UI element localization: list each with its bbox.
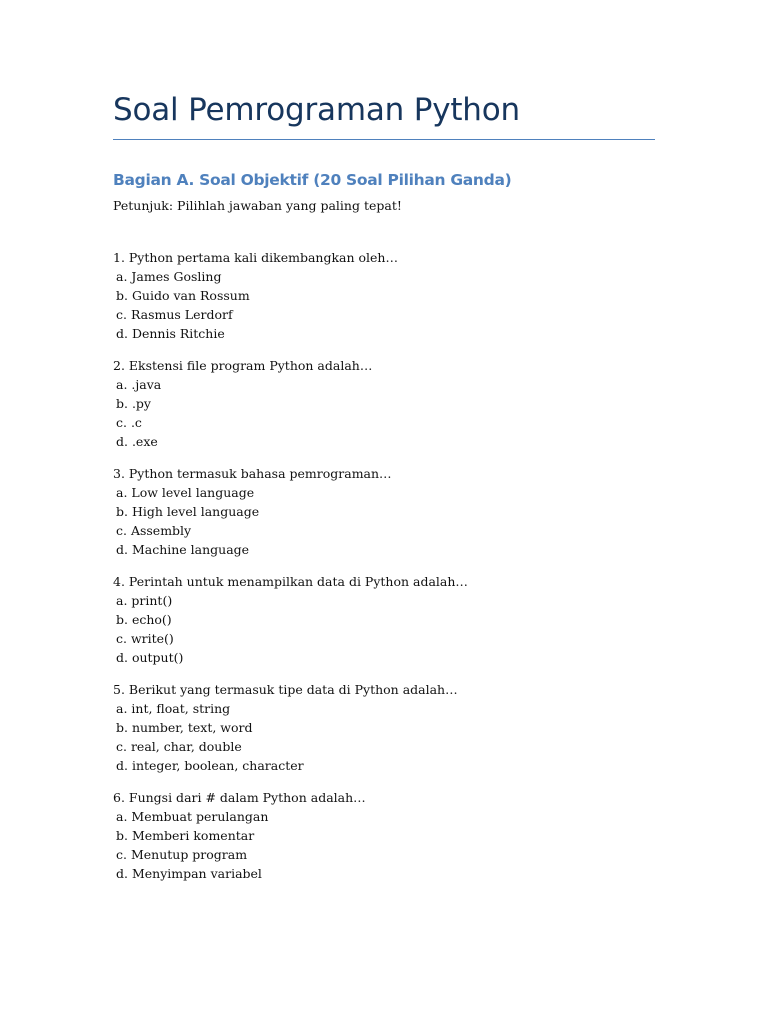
option-c: c. real, char, double [116, 739, 242, 754]
question-text: 1. Python pertama kali dikembangkan oleh… [113, 250, 398, 265]
option-a: a. int, float, string [116, 701, 231, 716]
question-list [113, 248, 673, 896]
section-heading: Bagian A. Soal Objektif (20 Soal Pilihan Ganda) [113, 171, 512, 189]
option-c: c. Rasmus Lerdorf [116, 307, 233, 322]
title-underline-rule [113, 139, 655, 140]
document-title: Soal Pemrograman Python [113, 92, 520, 128]
question-text: 6. Fungsi dari # dalam Python adalah… [113, 790, 366, 805]
option-b: b. .py [116, 396, 151, 411]
option-b: b. number, text, word [116, 720, 253, 735]
option-d: d. output() [116, 650, 184, 665]
question-5 [113, 680, 673, 775]
option-a: a. .java [116, 377, 162, 392]
question-4 [113, 572, 673, 667]
question-2 [113, 356, 673, 451]
option-b: b. Guido van Rossum [116, 288, 250, 303]
question-6 [113, 788, 673, 883]
option-d: d. integer, boolean, character [116, 758, 304, 773]
instructions-text: Petunjuk: Pilihlah jawaban yang paling tepat! [113, 198, 402, 213]
question-text: 4. Perintah untuk menampilkan data di Python adalah… [113, 574, 468, 589]
option-a: a. Low level language [116, 485, 255, 500]
option-d: d. Machine language [116, 542, 250, 557]
option-b: b. High level language [116, 504, 260, 519]
option-d: d. Dennis Ritchie [116, 326, 225, 341]
option-b: b. echo() [116, 612, 172, 627]
option-c: c. Menutup program [116, 847, 248, 862]
question-text: 5. Berikut yang termasuk tipe data di Python adalah… [113, 682, 458, 697]
option-d: d. .exe [116, 434, 158, 449]
question-text: 3. Python termasuk bahasa pemrograman… [113, 466, 392, 481]
option-d: d. Menyimpan variabel [116, 866, 262, 881]
option-a: a. print() [116, 593, 173, 608]
question-3 [113, 464, 673, 559]
option-c: c. .c [116, 415, 142, 430]
option-c: c. write() [116, 631, 174, 646]
question-1 [113, 248, 673, 343]
question-text: 2. Ekstensi file program Python adalah… [113, 358, 373, 373]
option-a: a. James Gosling [116, 269, 222, 284]
option-b: b. Memberi komentar [116, 828, 255, 843]
option-a: a. Membuat perulangan [116, 809, 269, 824]
option-c: c. Assembly [116, 523, 192, 538]
